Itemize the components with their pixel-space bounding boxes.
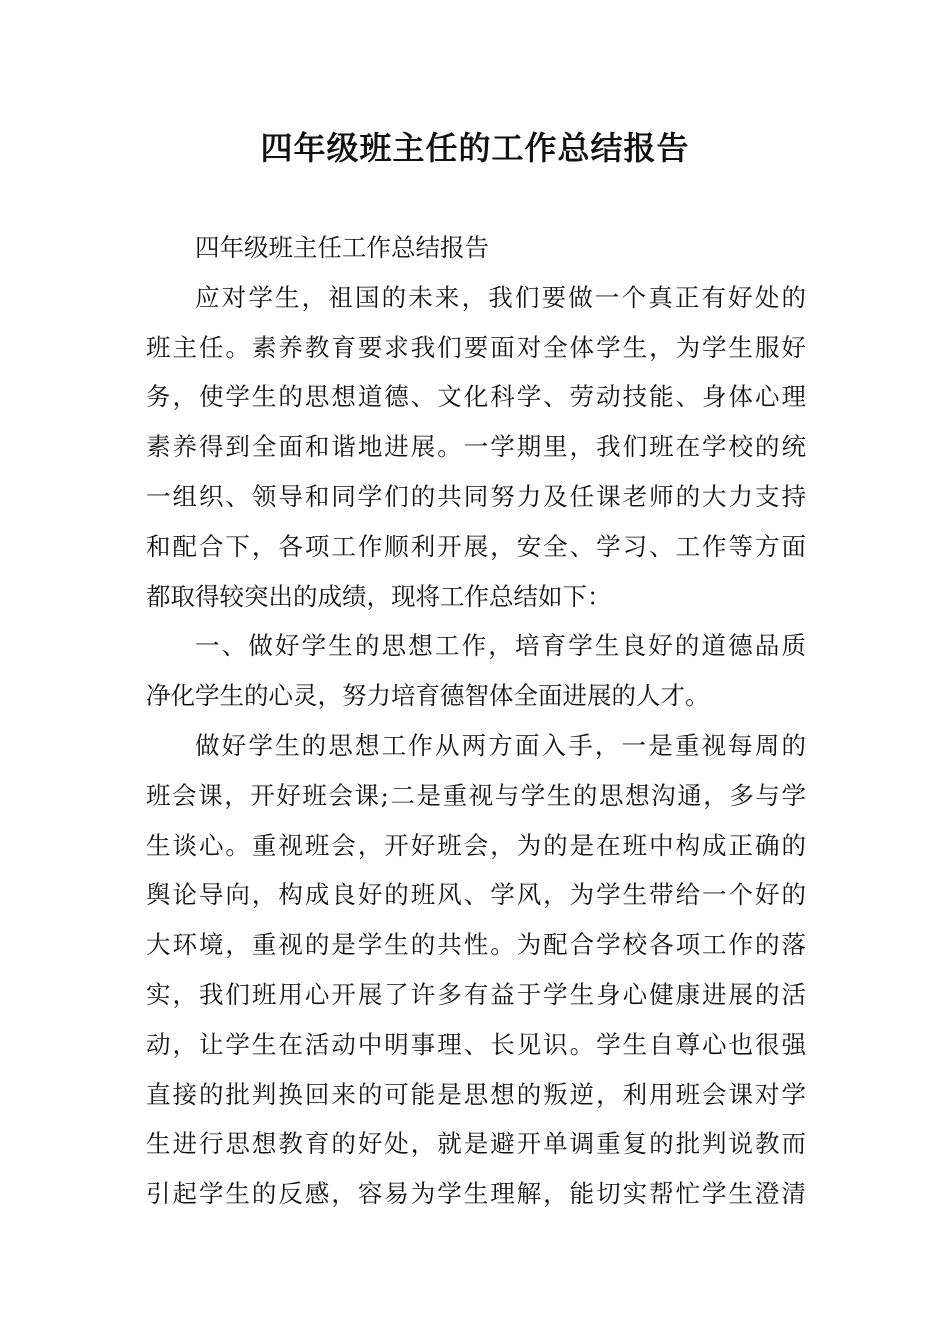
paragraph-line: 一组织、领导和同学们的共同努力及任课老师的大力支持 (146, 481, 806, 511)
paragraph-line: 做好学生的思想工作从两方面入手，一是重视每周的 (195, 730, 806, 760)
paragraph-line: 生进行思想教育的好处，就是避开单调重复的批判说教而 (146, 1129, 806, 1159)
paragraph-line: 生谈心。重视班会，开好班会，为的是在班中构成正确的 (146, 830, 806, 860)
paragraph-line: 动，让学生在活动中明事理、长见识。学生自尊心也很强 (146, 1029, 806, 1059)
paragraph-2 (146, 621, 806, 721)
paragraph-line: 净化学生的心灵，努力培育德智体全面进展的人才。 (146, 681, 710, 711)
paragraph-line: 一、做好学生的思想工作，培育学生良好的道德品质 (195, 631, 806, 661)
paragraph-line: 素养得到全面和谐地进展。一学期里，我们班在学校的统 (146, 432, 806, 462)
document-subtitle: 四年级班主任工作总结报告 (195, 233, 489, 262)
paragraph-line: 都取得较突出的成绩，现将工作总结如下： (146, 581, 612, 611)
document-title: 四年级班主任的工作总结报告 (260, 129, 690, 167)
paragraph-line: 应对学生，祖国的未来，我们要做一个真正有好处的 (195, 282, 806, 312)
document-body (146, 223, 806, 1219)
paragraph-line: 务，使学生的思想道德、文化科学、劳动技能、身体心理 (146, 382, 806, 412)
paragraph-line: 班主任。素养教育要求我们要面对全体学生，为学生服好 (146, 332, 806, 362)
paragraph-3 (146, 721, 806, 1219)
paragraph-line: 舆论导向，构成良好的班风、学风，为学生带给一个好的 (146, 880, 806, 910)
paragraph-line: 大环境，重视的是学生的共性。为配合学校各项工作的落 (146, 930, 806, 960)
paragraph-line: 和配合下，各项工作顺利开展，安全、学习、工作等方面 (146, 531, 806, 561)
paragraph-line: 直接的批判换回来的可能是思想的叛逆，利用班会课对学 (146, 1079, 806, 1109)
paragraph-1 (146, 273, 806, 622)
paragraph-line: 引起学生的反感，容易为学生理解，能切实帮忙学生澄清 (146, 1179, 806, 1209)
paragraph-line: 实，我们班用心开展了许多有益于学生身心健康进展的活 (146, 979, 806, 1009)
paragraph-line: 班会课，开好班会课;二是重视与学生的思想沟通，多与学 (146, 780, 806, 810)
